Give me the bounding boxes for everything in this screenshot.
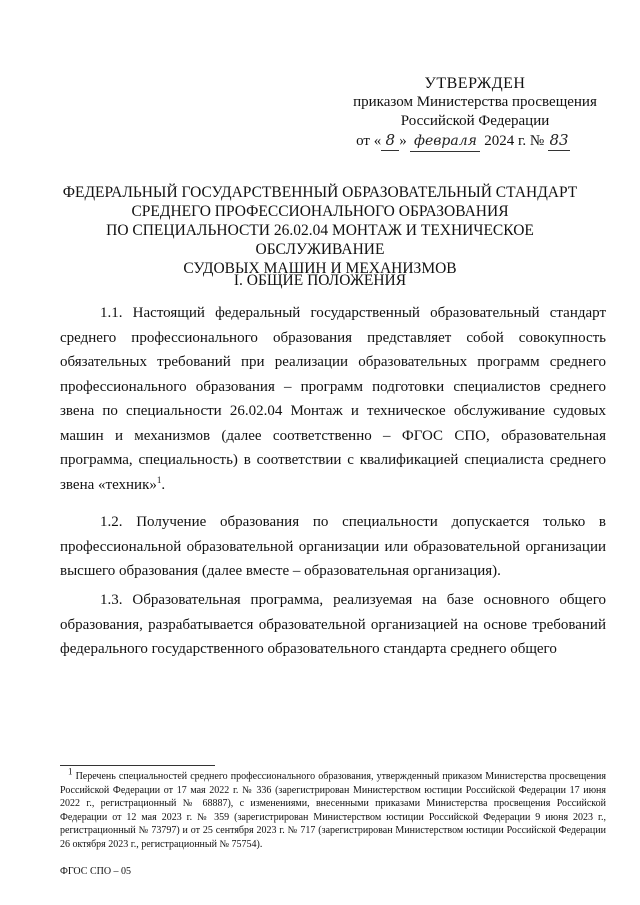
standard-title-line-2: СРЕДНЕГО ПРОФЕССИОНАЛЬНОГО ОБРАЗОВАНИЯ xyxy=(131,203,509,220)
footer-code: ФГОС СПО – 05 xyxy=(60,866,132,877)
approval-title: УТВЕРЖДЕН xyxy=(424,75,526,92)
date-prefix: от « xyxy=(356,133,382,149)
standard-title-line-3: ПО СПЕЦИАЛЬНОСТИ 26.02.04 МОНТАЖ И ТЕХНИЧЕСКОЕ ОБСЛУЖИВАНИЕ xyxy=(106,222,534,258)
standard-title-line-1: ФЕДЕРАЛЬНЫЙ ГОСУДАРСТВЕННЫЙ ОБРАЗОВАТЕЛЬНЫЙ СТАНДАРТ xyxy=(62,184,578,201)
paragraph-1-1 xyxy=(60,301,606,497)
approval-block xyxy=(340,74,610,152)
date-year: 2024 г. № xyxy=(484,133,545,149)
approval-line-1: приказом Министерства просвещения xyxy=(353,94,597,110)
footnote-divider xyxy=(60,765,215,766)
footnote-reference[interactable]: 1 xyxy=(156,474,162,485)
paragraph-1-1-end: . xyxy=(161,476,166,493)
date-mid: » xyxy=(399,133,407,149)
paragraph-1-2: 1.2. Получение образования по специальности допускается только в профессиональной образовательной организации или образовательной организации высшего образования (далее вместе – образовательная организация). xyxy=(60,514,606,579)
handwritten-month: февраля xyxy=(410,132,480,152)
footnote-text: Перечень специальностей среднего профессионального образования, утвержденный приказом Министерства просвещения Российской Федерации от 17 мая 2022 г. № 336 (зарегистрирован Министерством юстиции Российской Федерации 17 июня 2022 г., регистрационный № 68887), с изменениями, внесенными приказами Министерства просвещения Российской Федерации от 12 мая 2023 г. № 359 (зарегистрирован Министерством юстиции Российской Федерации 9 июня 2023 г., регистрационный № 73797) и от 25 сентября 2023 г. № 717 (зарегистрирован Министерством юстиции Российской Федерации 26 октября 2023 г., регистрационный № 75754). xyxy=(60,771,606,850)
approval-dateline xyxy=(340,131,610,152)
approval-line-2: Российской Федерации xyxy=(400,113,550,129)
paragraph-1-1-text: 1.1. Настоящий федеральный государственный образовательный стандарт среднего профессионального образования представляет собой совокупность обязательных требований при реализации образовательных программ среднего профессионального образования – программ подготовки специалистов среднего звена по специальности 26.02.04 Монтаж и техническое обслуживание судовых машин и механизмов (далее соответственно – ФГОС СПО, образовательная программа, специальность) в соответствии с квалификацией специалиста среднего звена «техник» xyxy=(60,305,606,493)
handwritten-order-number: 83 xyxy=(549,131,569,149)
section-title: I. ОБЩИЕ ПОЛОЖЕНИЯ xyxy=(233,272,407,289)
footnote-marker: 1 xyxy=(68,766,73,777)
paragraph-1-3: 1.3. Образовательная программа, реализуемая на базе основного общего образования, разрабатывается образовательной организацией на основе требований федерального государственного образовательного стандарта среднего общего xyxy=(60,592,606,657)
standard-title xyxy=(40,183,600,278)
footnote xyxy=(60,766,606,851)
handwritten-day: 8 xyxy=(381,131,399,151)
standard-title-line-4: СУДОВЫХ МАШИН И МЕХАНИЗМОВ xyxy=(183,260,457,277)
